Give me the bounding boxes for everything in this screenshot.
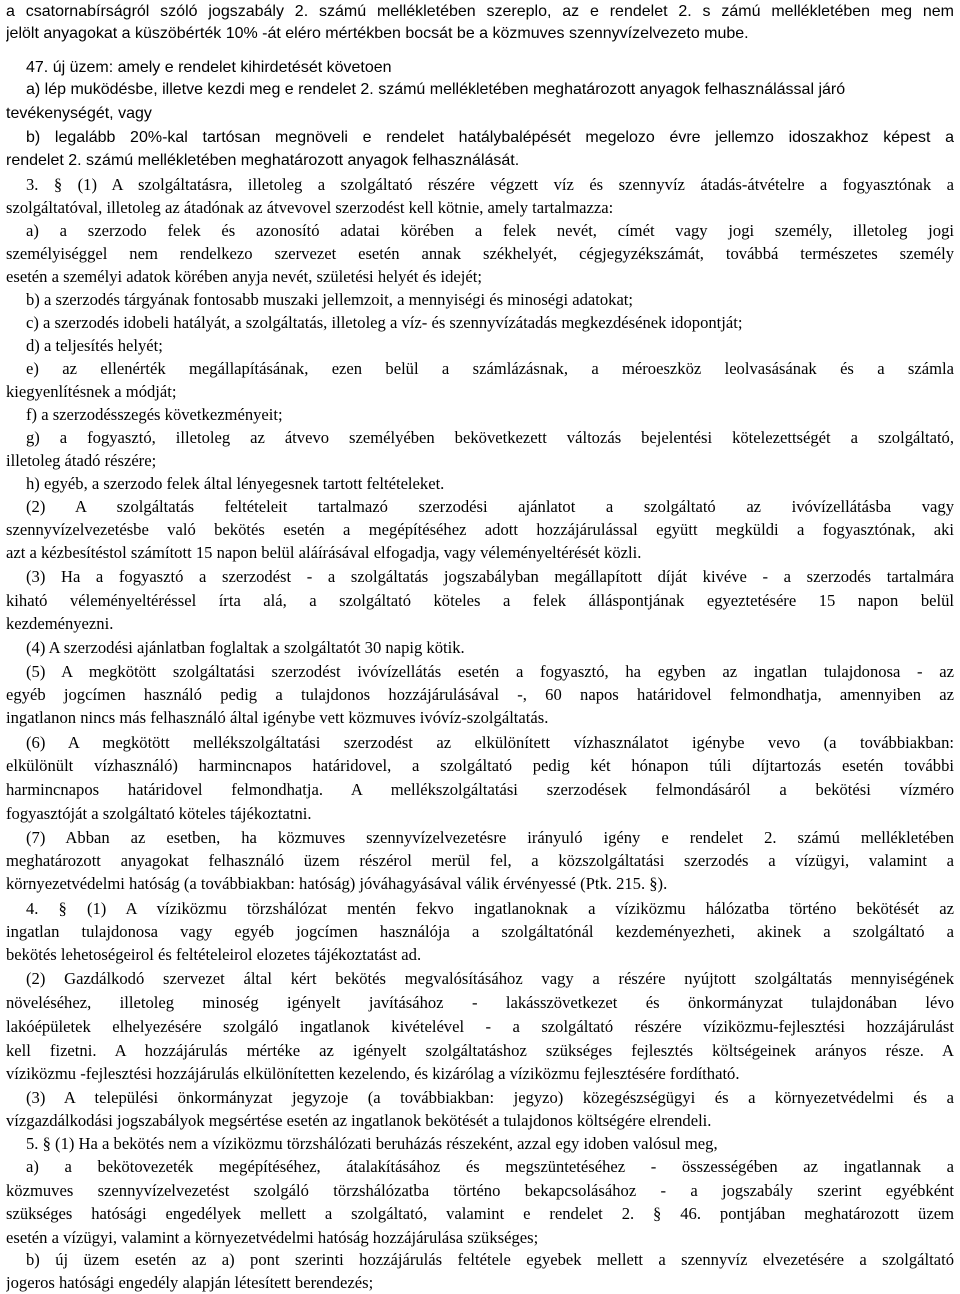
text-line: g) a fogyasztó, illetoleg az átvevo személyében bekövetkezett változás bejelentési kötelezettségét a szolgáltató, <box>26 428 954 447</box>
text-line: 4. § (1) A víziközmu törzshálózat mentén fekvo ingatlanoknak a víziközmu hálózatba történo bekötését az <box>26 899 954 918</box>
text-line: e) az ellenérték megállapításának, ezen belül a számlázásnak, a méroeszköz leolvasásának és a számla <box>26 359 954 378</box>
text-line: illetoleg átadó részére; <box>6 451 157 470</box>
text-line: d) a teljesítés helyét; <box>26 336 163 355</box>
text-line: 47. új üzem: amely e rendelet kihirdetését követoen <box>26 59 392 76</box>
text-line: kezdeményezni. <box>6 614 114 633</box>
text-line: környezetvédelmi hatóság (a továbbiakban: hatóság) jóváhagyásával válik érvényessé (Ptk. 215. §). <box>6 874 668 893</box>
text-line: elkülönült vízhasználó) harmincnapos határidovel, a szolgáltató pedig két hónapon túli díjtartozás esetén további <box>6 756 954 775</box>
text-line: víziközmu -fejlesztési hozzájárulás elkülönítetten kezelendo, és kizárólag a víziközmu fejlesztésére fordítható. <box>6 1064 740 1083</box>
text-line: a) a szerzodo felek és azonosító adatai körében a felek nevét, címét vagy jogi személy, illetoleg jogi <box>26 221 954 240</box>
text-line: a) lép muködésbe, illetve kezdi meg e rendelet 2. számú mellékletében meghatározott anyagok felhasználással járó <box>26 81 846 98</box>
text-line: növeléséhez, illetoleg minoség igényelt javításához - lakásszövetkezet és önkormányzat tulajdonában lévo <box>6 993 954 1012</box>
text-line: esetén a vízügyi, valamint a környezetvédelmi hatóság hozzájárulása szükséges; <box>6 1228 539 1247</box>
text-line: (4) A szerzodési ajánlatban foglaltak a szolgáltatót 30 napig kötik. <box>26 638 465 657</box>
text-line: (6) A megkötött mellékszolgáltatási szerzodést az elkülönített vízhasználatot igénybe vevo (a továbbiakban: <box>26 733 954 752</box>
text-line: a) a bekötovezeték megépítéséhez, átalakításához és megszüntetéséhez - összességében az ingatlannak a <box>26 1157 954 1176</box>
text-line: f) a szerzodésszegés következményeit; <box>26 405 283 424</box>
text-line: 3. § (1) A szolgáltatásra, illetoleg a szolgáltató részére végzett víz és szennyvíz átadás-átvételre a fogyasztónak a <box>26 175 954 194</box>
text-line: kiegyenlítésnek a módját; <box>6 382 177 401</box>
text-line: azt a kézbesítéstol számított 15 napon belül aláírásával elfogadja, vagy véleményeltérését közli. <box>6 543 642 562</box>
text-line: lakóépületek elhelyezésére szolgáló ingatlanok kivételével - a szolgáltató részére víziközmu-fejlesztési hozzájárulást <box>6 1017 954 1036</box>
text-line: szolgáltatóval, illetoleg az átadónak az átvevovel szerzodést kell kötnie, amely tartalmazza: <box>6 198 614 217</box>
text-line: ingatlan tulajdonosa vagy egyéb jogcímen használója a szolgáltatónál kezdeményezheti, akinek a szolgáltató a <box>6 922 954 941</box>
text-line: (2) A szolgáltatás feltételeit tartalmazó szerzodési ajánlatot a szolgáltató az ivóvízellátásba vagy <box>26 497 954 516</box>
text-line: b) új üzem esetén az a) pont szerinti hozzájárulás feltétele egyebek mellett a szennyvíz elvezetésére a szolgáltató <box>26 1250 954 1269</box>
text-line: b) a szerzodés tárgyának fontosabb muszaki jellemzoit, a mennyiségi és minoségi adatokat; <box>26 290 634 309</box>
text-line: kiható véleményeltéréssel írta alá, a szolgáltató köteles a felek álláspontjának egyeztetésére 15 napon belül <box>6 591 954 610</box>
text-line: bekötés lehetoségeirol és feltételeirol elozetes tájékoztatást ad. <box>6 945 422 964</box>
text-line: személyiséggel nem rendelkezo szervezet esetén annak székhelyét, cégjegyzékszámát, továbbá természetes személy <box>6 244 954 263</box>
text-line: (3) Ha a fogyasztó a szerzodést - a szolgáltatás jogszabályban megállapított díját kivéve - a szerzodés tartalmára <box>26 567 954 586</box>
text-line: rendelet 2. számú mellékletében meghatározott anyagok felhasználását. <box>6 152 520 169</box>
text-line: meghatározott anyagokat felhasználó üzem részérol merül fel, a közszolgáltatási szerzodés a vízügyi, valamint a <box>6 851 954 870</box>
text-line: tevékenységét, vagy <box>6 105 152 122</box>
text-line: közmuves szennyvízelvezetést szolgáló törzshálózatba történo bekapcsolásához - a jogszabály szerint egyébként <box>6 1181 954 1200</box>
text-line: (3) A települési önkormányzat jegyzoje (a továbbiakban: jegyzo) közegészségügyi és a környezetvédelmi és a <box>26 1088 954 1107</box>
text-line: jelölt anyagokat a küszöbérték 10% -át eléro mértékben bocsát be a közmuves szennyvízelvezeto mube. <box>6 25 749 42</box>
text-line: esetén a személyi adatok körében anyja nevét, születési helyét és idejét; <box>6 267 482 286</box>
text-line: b) legalább 20%-kal tartósan megnöveli e rendelet hatálybalépését megelozo évre jellemzo idoszakhoz képest a <box>26 129 954 146</box>
text-line: (7) Abban az esetben, ha közmuves szennyvízelvezetésre irányuló igény e rendelet 2. számú mellékletében <box>26 828 954 847</box>
text-line: szükséges hatósági engedélyek mellett a szolgáltató, valamint e rendelet 2. § 46. pontjában meghatározott üzem <box>6 1204 954 1223</box>
text-line: egyéb jogcímen használó pedig a tulajdonos hozzájárulásával -, 60 napos határidovel felmondhatja, amennyiben az <box>6 685 954 704</box>
text-line: kell fizetni. A hozzájárulás mértéke az igényelt szolgáltatáshoz szükséges fejlesztés költségeinek arányos része. A <box>6 1041 954 1060</box>
text-line: fogyasztóját a szolgáltató köteles tájékoztatni. <box>6 804 312 823</box>
text-line: szennyvízelvezetésbe való bekötés esetén a megépítéséhez adott hozzájárulással együtt megküldi a fogyasztónak, aki <box>6 520 954 539</box>
text-line: h) egyéb, a szerzodo felek által lényegesnek tartott feltételeket. <box>26 474 445 493</box>
text-line: a csatornabírságról szóló jogszabály 2. számú mellékletében szereplo, az e rendelet 2. s zámú mellékletében meg nem <box>6 3 954 20</box>
text-line: vízgazdálkodási jogszabályok megsértése esetén az ingatlanok bekötését a tulajdonos költségére elrendeli. <box>6 1111 712 1130</box>
text-line: (2) Gazdálkodó szervezet által kért bekötés megvalósításához vagy a részére nyújtott szolgáltatás mennyiségének <box>26 969 954 988</box>
text-line: c) a szerzodés idobeli hatályát, a szolgáltatás, illetoleg a víz- és szennyvízátadás megkezdésének idopontját; <box>26 313 743 332</box>
text-line: jogeros hatósági engedély alapján létesített berendezés; <box>6 1273 374 1292</box>
text-line: 5. § (1) Ha a bekötés nem a víziközmu törzshálózati beruházás részeként, azzal egy idoben valósul meg, <box>26 1134 718 1153</box>
text-line: ingatlanon nincs más felhasználó által igénybe vett közmuves ivóvíz-szolgáltatás. <box>6 708 549 727</box>
text-line: harmincnapos határidovel felmondhatja. A mellékszolgáltatási szerzodések felmondásáról a bekötési vízméro <box>6 780 954 799</box>
text-line: (5) A megkötött szolgáltatási szerzodést ivóvízellátás esetén a fogyasztó, ha egyben az ingatlan tulajdonosa - az <box>26 662 954 681</box>
